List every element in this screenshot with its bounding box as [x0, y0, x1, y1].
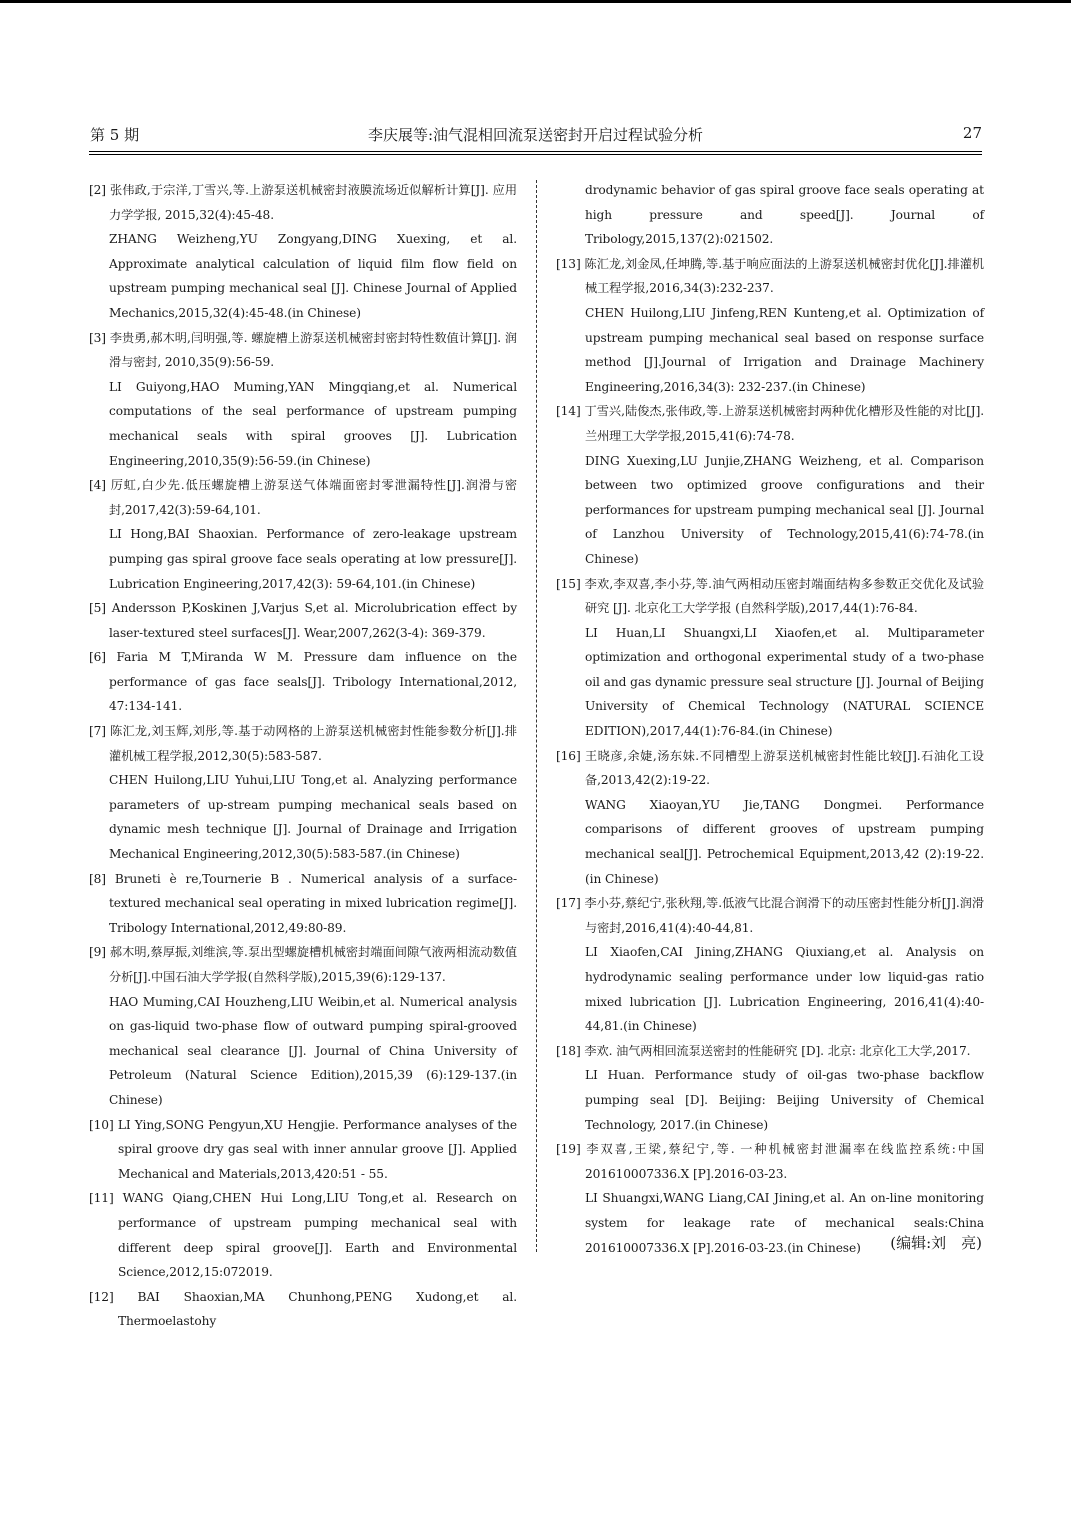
reference-text: [10] LI Ying,SONG Pengyun,XU Hengjie. Performance analyses of the spiral groove dry gas seal with inner annular groove [J]. Applied Mechanical and Materials,2013,420:51 - 55. [89, 1117, 517, 1181]
reference-translation: LI Hong,BAI Shaoxian. Performance of zero-leakage upstream pumping gas spiral groove face seals operating at low pressure[J]. Lubrication Engineering,2017,42(3): 59-64,101.(in Chinese) [109, 527, 517, 591]
reference-translation: ZHANG Weizheng,YU Zongyang,DING Xuexing, et al. Approximate analytical calculation of liquid film flow field on upstream pumping mechanical seal [J]. Chinese Journal of Applied Mechanics,2015,32(4):45-48.(in Chinese) [109, 232, 517, 320]
reference-entry [89, 867, 517, 941]
reference-text: [18] 李欢. 油气两相回流泵送密封的性能研究 [D]. 北京: 北京化工大学,2017. [556, 1043, 971, 1058]
editor-credit: (编辑:刘 亮) [890, 1234, 982, 1252]
references-left-column [89, 178, 517, 1334]
reference-entry [89, 1285, 517, 1334]
reference-text: [13] 陈汇龙,刘金凤,任坤腾,等.基于响应面法的上游泵送机械密封优化[J].排灌机械工程学报,2016,34(3):232-237. [556, 256, 984, 296]
reference-entry [556, 744, 984, 892]
reference-entry [556, 178, 984, 252]
reference-entry [89, 719, 517, 867]
reference-entry [89, 473, 517, 596]
running-header [89, 124, 982, 154]
reference-text: [15] 李欢,李双喜,李小芬,等.油气两相动压密封端面结构多参数正交优化及试验研究 [J]. 北京化工大学学报 (自然科学版),2017,44(1):76-84. [556, 576, 984, 616]
reference-translation: WANG Xiaoyan,YU Jie,TANG Dongmei. Performance comparisons of different grooves of upstream pumping mechanical seal[J]. Petrochemical Equipment,2013,42 (2):19-22.(in Chinese) [585, 797, 984, 886]
references-right-column [556, 178, 984, 1260]
reference-entry [89, 1186, 517, 1284]
reference-entry [556, 252, 984, 400]
reference-text: [16] 王晓彦,余婕,汤东妹.不同槽型上游泵送机械密封性能比较[J].石油化工设备,2013,42(2):19-22. [556, 748, 984, 788]
reference-translation: HAO Muming,CAI Houzheng,LIU Weibin,et al. Numerical analysis on gas-liquid two-phase flow of outward pumping spiral-grooved mechanical seal clearance [J]. Journal of China University of Petroleum (Natural Science Edition),2015,39 (6):129-137.(in Chinese) [109, 994, 517, 1107]
reference-entry [89, 326, 517, 474]
column-divider [536, 180, 537, 1252]
reference-translation: LI Shuangxi,WANG Liang,CAI Jining,et al. An on-line monitoring system for leakage rate of mechanical seals:China 201610007336.X [P].2016-03-23.(in Chinese) [585, 1191, 984, 1255]
reference-text: [6] Faria M T,Miranda W M. Pressure dam influence on the performance of gas face seals[J]. Tribology International,2012, 47:134-141. [89, 650, 517, 714]
top-border-rule [0, 0, 1071, 3]
reference-text: [2] 张伟政,于宗洋,丁雪兴,等.上游泵送机械密封液膜流场近似解析计算[J]. 应用力学学报, 2015,32(4):45-48. [89, 183, 517, 222]
reference-text: [7] 陈汇龙,刘玉辉,刘彤,等.基于动网格的上游泵送机械密封性能参数分析[J].排灌机械工程学报,2012,30(5):583-587. [89, 724, 517, 763]
reference-entry [556, 572, 984, 744]
reference-entry [89, 1113, 517, 1187]
header-rule [89, 151, 982, 152]
issue-number: 第 5 期 [90, 126, 140, 144]
reference-translation: DING Xuexing,LU Junjie,ZHANG Weizheng, et al. Comparison between two optimized groove configurations and their performances for upstream pumping mechanical seal [J]. Journal of Lanzhou University of Technology,2015,41(6):74-78.(in Chinese) [585, 453, 984, 566]
reference-text: [14] 丁雪兴,陆俊杰,张伟政,等.上游泵送机械密封两种优化槽形及性能的对比[J].兰州理工大学学报,2015,41(6):74-78. [556, 404, 984, 443]
reference-entry [89, 940, 517, 1112]
reference-entry [556, 891, 984, 1039]
reference-text: [19] 李双喜,王梁,蔡纪宁,等. 一种机械密封泄漏率在线监控系统:中国 201610007336.X [P].2016-03-23. [556, 1142, 984, 1181]
reference-text: [4] 厉虹,白少先.低压螺旋槽上游泵送气体端面密封零泄漏特性[J].润滑与密封,2017,42(3):59-64,101. [89, 478, 517, 517]
reference-entry [89, 645, 517, 719]
reference-text: [17] 李小芬,蔡纪宁,张秋翔,等.低液气比混合润滑下的动压密封性能分析[J].润滑与密封,2016,41(4):40-44,81. [556, 896, 984, 935]
reference-text: [12] BAI Shaoxian,MA Chunhong,PENG Xudong,et al. Thermoelastohy [89, 1289, 517, 1329]
reference-translation: LI Xiaofen,CAI Jining,ZHANG Qiuxiang,et al. Analysis on hydrodynamic sealing performance under low liquid-gas ratio mixed lubrication [J]. Lubrication Engineering, 2016,41(4):40-44,81.(in Chinese) [585, 945, 984, 1034]
reference-entry [89, 596, 517, 645]
reference-entry [89, 178, 517, 326]
reference-entry [556, 1039, 984, 1137]
reference-text: [3] 李贵勇,郝木明,闫明强,等. 螺旋槽上游泵送机械密封密封特性数值计算[J]. 润滑与密封, 2010,35(9):56-59. [89, 330, 517, 370]
reference-text: [9] 郝木明,蔡厚振,刘维滨,等.泵出型螺旋槽机械密封端面间隙气液两相流动数值分析[J].中国石油大学学报(自然科学版),2015,39(6):129-137. [89, 945, 517, 984]
reference-text: drodynamic behavior of gas spiral groove face seals operating at high pressure and speed[J]. Journal of Tribology,2015,137(2):021502. [585, 183, 984, 247]
running-title: 李庆展等:油气混相回流泵送密封开启过程试验分析 [367, 126, 704, 144]
reference-translation: LI Huan. Performance study of oil-gas two-phase backflow pumping seal [D]. Beijing: Beijing University of Chemical Technology, 2017.(in Chinese) [585, 1068, 984, 1132]
reference-translation: LI Huan,LI Shuangxi,LI Xiaofen,et al. Multiparameter optimization and orthogonal experimental study of a two-phase oil and gas dynamic pressure seal structure [J]. Journal of Beijing University of Chemical Technology (NATURAL SCIENCE EDITION),2017,44(1):76-84.(in Chinese) [585, 625, 984, 739]
header-rule-secondary [89, 154, 982, 155]
reference-translation: CHEN Huilong,LIU Jinfeng,REN Kunteng,et al. Optimization of upstream pumping mechanical seal based on response surface method [J].Journal of Irrigation and Drainage Machinery Engineering,2016,34(3): 232-237.(in Chinese) [585, 305, 984, 394]
reference-translation: CHEN Huilong,LIU Yuhui,LIU Tong,et al. Analyzing performance parameters of up-stream pumping mechanical seals based on dynamic mesh technique [J]. Journal of Drainage and Irrigation Mechanical Engineering,2012,30(5):583-587.(in Chinese) [109, 773, 517, 862]
reference-text: [8] Bruneti è re,Tournerie B . Numerical analysis of a surface-textured mechanical seal operating in mixed lubrication regime[J]. Tribology International,2012,49:80-89. [89, 871, 517, 935]
reference-translation: LI Guiyong,HAO Muming,YAN Mingqiang,et al. Numerical computations of the seal performance of upstream pumping mechanical seals with spiral grooves [J]. Lubrication Engineering,2010,35(9):56-59.(in Chinese) [109, 379, 517, 468]
reference-text: [11] WANG Qiang,CHEN Hui Long,LIU Tong,et al. Research on performance of upstream pumping mechanical seal with different deep spiral groove[J]. Earth and Environmental Science,2012,15:072019. [89, 1191, 517, 1280]
page-number: 27 [962, 124, 982, 142]
reference-entry [556, 399, 984, 571]
reference-text: [5] Andersson P,Koskinen J,Varjus S,et al. Microlubrication effect by laser-textured steel surfaces[J]. Wear,2007,262(3-4): 369-379. [89, 601, 517, 640]
